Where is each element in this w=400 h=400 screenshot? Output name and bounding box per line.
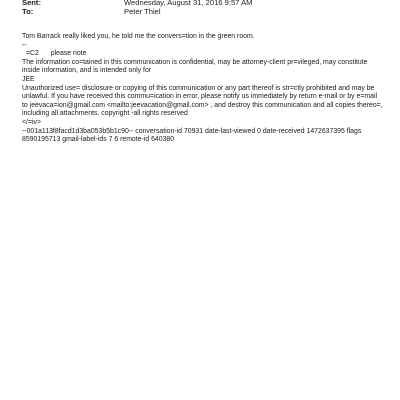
to-row — [22, 7, 382, 16]
sender-name: JEE — [22, 75, 35, 83]
to-label: To: — [22, 7, 34, 16]
confidentiality-notice: The information co=tained in this communication is confidential, may be attorney-client pr=vileged, may constitute inside information, and is intended only for — [22, 58, 368, 75]
disclaimer-text: Unauthorized use= disclosure or copying of this communication or any part thereof is str=ctly prohibited and may be unlawful. If you have received this commu=ication in error, please notify us immediately by return e-mail or by e=mail to jeevaca=ion@gmail.com <mailto:jeevacation@gmail.com> , and destroy this communication and all copies thereo=, including all attachments. copyright -all rights reserved — [22, 84, 383, 118]
note-text: please note — [50, 50, 87, 58]
closing-tag: </=iv> — [22, 118, 41, 126]
note-line — [22, 50, 384, 59]
to-value: Peter Thiel — [124, 7, 161, 16]
email-body — [22, 33, 384, 145]
signature-separator: -- — [22, 41, 27, 49]
encoding-tag: =C2 — [26, 50, 39, 58]
sent-value: Wednesday, August 31, 2016 9:57 AM — [124, 0, 253, 7]
greeting-line: Tom Barrack really liked you, he told me the convers=tion in the green room. — [22, 33, 255, 40]
sent-label: Sent: — [22, 0, 41, 7]
message-metadata: --001a113f8facd1d3ba053b5b1c90-- conversation-id 70931 date-last-viewed 0 date-received 1472637395 flags 8590195713 gmail-label-ids 7 6 remote-id 640380 — [22, 127, 362, 144]
sent-row — [22, 0, 382, 7]
email-header — [22, 0, 382, 16]
